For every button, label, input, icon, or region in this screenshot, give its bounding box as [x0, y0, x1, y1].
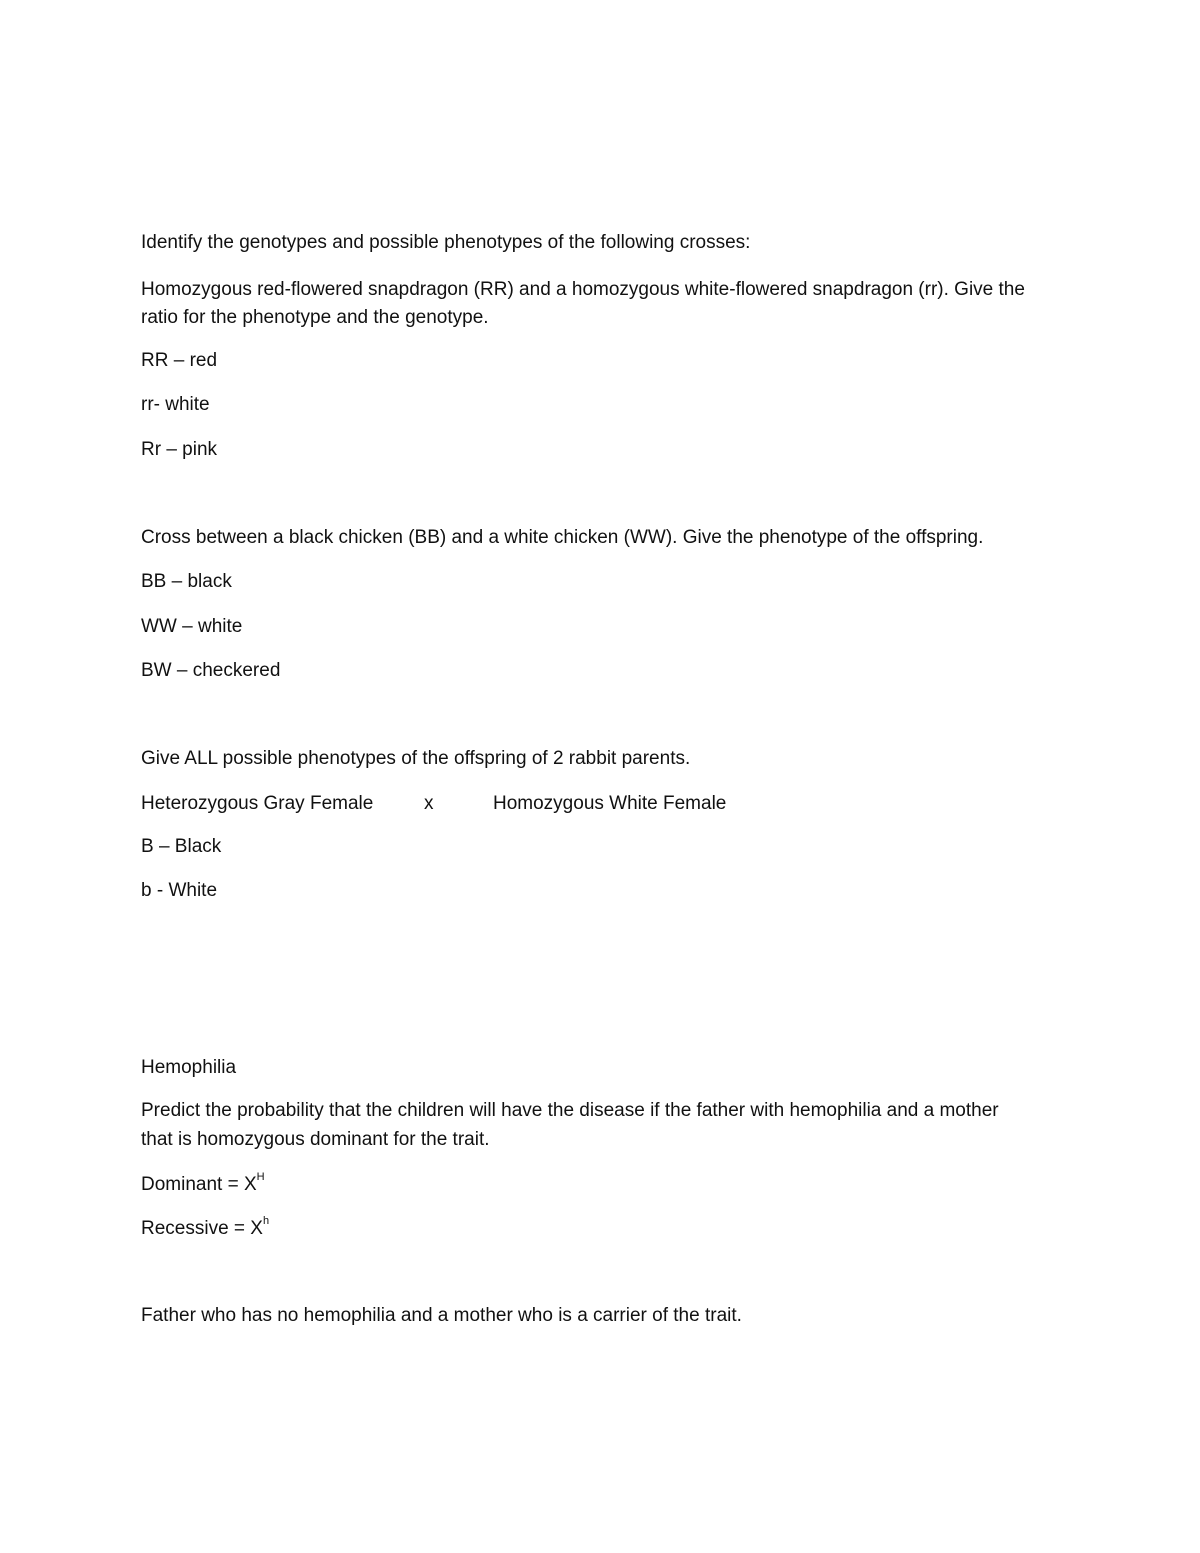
- hemophilia-question-line-1: Predict the probability that the children will have the disease if the father with hemophilia and a mother: [141, 1100, 999, 1121]
- rabbit-key-black: B – Black: [141, 836, 222, 857]
- chicken-question: Cross between a black chicken (BB) and a white chicken (WW). Give the phenotype of the offspring.: [141, 527, 984, 548]
- snapdragon-key-rr-red: RR – red: [141, 350, 218, 371]
- snapdragon-question-line-2: ratio for the phenotype and the genotype.: [141, 307, 489, 328]
- dominant-superscript: H: [256, 1171, 265, 1183]
- hemophilia-heading: Hemophilia: [141, 1057, 237, 1078]
- chicken-key-white: WW – white: [141, 616, 243, 637]
- snapdragon-key-rr-pink: Rr – pink: [141, 439, 218, 460]
- instructions-text: Identify the genotypes and possible phenotypes of the following crosses:: [141, 232, 751, 253]
- rabbit-question: Give ALL possible phenotypes of the offspring of 2 rabbit parents.: [141, 748, 691, 769]
- chicken-key-checkered: BW – checkered: [141, 660, 281, 681]
- snapdragon-question-line-1: Homozygous red-flowered snapdragon (RR) and a homozygous white-flowered snapdragon (rr). Give the: [141, 279, 1025, 300]
- rabbit-parent-1: Heterozygous Gray Female: [141, 793, 374, 814]
- hemophilia-dominant-allele: [141, 1171, 265, 1196]
- hemophilia-recessive-allele: [141, 1215, 270, 1240]
- hemophilia-question-2: Father who has no hemophilia and a mother who is a carrier of the trait.: [141, 1305, 742, 1326]
- rabbit-cross-symbol: x: [424, 793, 434, 814]
- chicken-key-black: BB – black: [141, 571, 232, 592]
- dominant-label: Dominant = X: [141, 1174, 257, 1195]
- rabbit-key-white: b - White: [141, 880, 218, 901]
- rabbit-parent-2: Homozygous White Female: [493, 793, 727, 814]
- recessive-superscript: h: [262, 1215, 270, 1227]
- snapdragon-key-rr-white: rr- white: [141, 394, 210, 415]
- recessive-label: Recessive = X: [141, 1218, 263, 1239]
- hemophilia-question-line-2: that is homozygous dominant for the trait.: [141, 1129, 490, 1150]
- rabbit-cross-row: [141, 793, 841, 815]
